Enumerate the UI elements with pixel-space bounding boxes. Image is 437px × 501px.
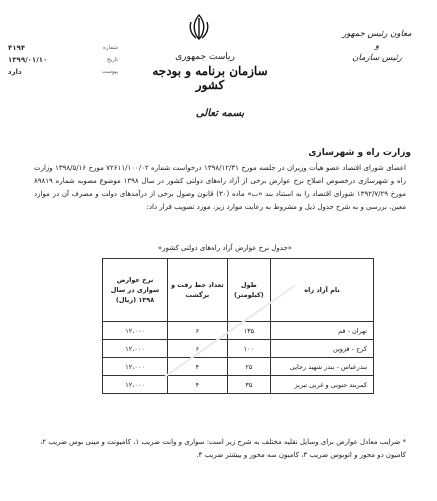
letter-meta xyxy=(8,42,118,78)
table-row xyxy=(103,376,374,394)
cell-lanes: ۶ xyxy=(168,340,228,358)
cell-rate: ۱۲،۰۰۰ xyxy=(103,322,168,340)
cell-length: ۲۵ xyxy=(227,358,270,376)
sender-title-line3: رئیس سازمان xyxy=(352,53,402,63)
salutation: بسمه تعالی xyxy=(195,108,245,119)
table-row xyxy=(103,358,374,376)
header-length: طول (کیلومتر) xyxy=(227,259,270,322)
cell-name: کمربند جنوبی و غربی تبریز xyxy=(271,376,374,394)
footnote: * ضرایب معادل عوارض برای وسایل نقلیه مختلف به شرح زیر است: سواری و وانت ضریب ۱، کامیونت و مینی بوس ضریب ۲، کامیون دو محور و اتوبوس ضریب ۳، کامیون سه محور و بیشتر ضریب ۴. xyxy=(40,438,406,459)
cell-rate: ۱۲،۰۰۰ xyxy=(103,358,168,376)
cell-length: ۱۰۰ xyxy=(227,340,270,358)
letter-number-label: شماره xyxy=(102,44,118,51)
cell-length: ۳۵ xyxy=(227,376,270,394)
meta-number-row xyxy=(8,42,118,53)
meta-attachment-row xyxy=(8,66,118,77)
cell-lanes: ۶ xyxy=(168,322,228,340)
cell-length: ۱۳۵ xyxy=(227,322,270,340)
org-top-line: ریاست جمهوری xyxy=(175,52,235,62)
addressee: وزارت راه و شهرسازی xyxy=(308,148,411,158)
sender-title-line1: معاون رئیس جمهور xyxy=(342,29,412,39)
header-rate: نرخ عوارض سواری در سال ۱۳۹۸ (ریال) xyxy=(103,259,168,322)
cell-rate: ۱۲،۰۰۰ xyxy=(103,376,168,394)
cell-lanes: ۴ xyxy=(168,358,228,376)
iran-emblem-icon xyxy=(184,12,214,42)
letter-attachment: دارد xyxy=(8,67,22,76)
header-freeway-name: نام آزاد راه xyxy=(271,259,374,322)
cell-name: تهران - قم xyxy=(271,322,374,340)
letter-date-label: تاریخ xyxy=(107,56,118,63)
letter-attachment-label: پیوست xyxy=(101,68,118,75)
org-name: سازمان برنامه و بودجه کشور xyxy=(152,64,268,92)
letter-number: ۴۱۹۴ xyxy=(8,43,26,52)
sender-title xyxy=(327,28,427,64)
table-title: «جدول نرخ عوارض آزاد راه‌های دولتی کشور» xyxy=(157,244,293,252)
letter-body: اعضای شورای اقتصاد عضو هیأت وزیران در جلسه مورخ ۱۳۹۸/۱۲/۳۱ درخواست شماره ۷۲۶۱۱/۱۰۰/۰۲ مورخ ۱۳۹۸/۵/۱۶ وزارت راه و شهرسازی درخصوص اصلاح نرخ عوارض برخی از آزاد راه‌های دولتی کشور در سال ۱۳۹۸ موضوع مصوبه شماره ۸۹۸۱۹ مورخ ۱۳۹۲/۷/۲۹ شورای اقتصاد را به استناد بند «ب» ماده (۳۰) قانون وصول برخی از درآمدهای دولت و مصرف آن در موارد معین، بررسی و به شرح جدول ذیل و مشروط به رعایت موارد زیر، مورد تصویب قرار داد: xyxy=(34,164,406,211)
cell-rate: ۱۲،۰۰۰ xyxy=(103,340,168,358)
table-header-row xyxy=(103,259,374,322)
meta-date-row xyxy=(8,54,118,65)
letter-date: ۱۳۹۹/۰۱/۱۰ xyxy=(8,55,48,64)
cell-name: کرج - قزوین xyxy=(271,340,374,358)
sender-title-line2: و xyxy=(374,41,380,51)
header-lanes: تعداد خط رفت و برگشت xyxy=(168,259,228,322)
cell-lanes: ۴ xyxy=(168,376,228,394)
cell-name: بندرعباس - بندر شهید رجایی xyxy=(271,358,374,376)
table-row xyxy=(103,340,374,358)
